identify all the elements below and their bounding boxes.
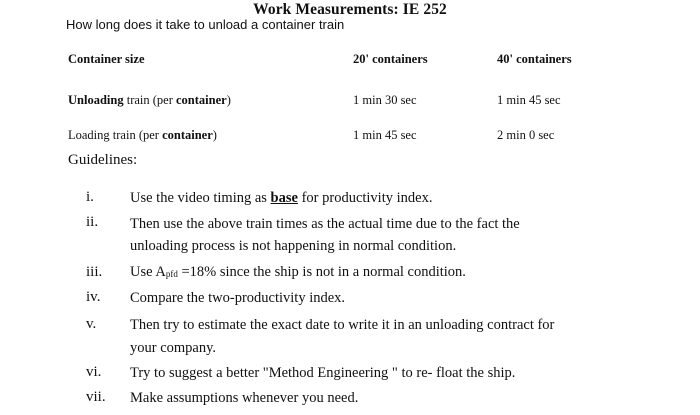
guideline-text: Make assumptions whenever you need. bbox=[130, 390, 359, 406]
guideline-number: iv. bbox=[86, 289, 101, 305]
row-loading-label bbox=[68, 128, 217, 143]
guideline-emphasis: base bbox=[270, 190, 298, 206]
guideline-text-continued: your company. bbox=[130, 340, 217, 356]
guideline-text: =18% since the ship is not in a normal condition. bbox=[177, 264, 466, 280]
guideline-number: iii. bbox=[86, 264, 103, 280]
row-unloading-bold-prefix: Unloading bbox=[68, 93, 124, 107]
header-40ft: 40' containers bbox=[497, 52, 572, 66]
guideline-number: i. bbox=[86, 189, 94, 205]
guideline-text: Try to suggest a better "Method Engineering " to re- float the ship. bbox=[130, 365, 516, 381]
page-subtitle: How long does it take to unload a container train bbox=[66, 17, 345, 32]
row-unloading-20ft: 1 min 30 sec bbox=[353, 93, 417, 107]
apfd-subscript: pfd bbox=[165, 269, 178, 279]
guideline-number: v. bbox=[86, 316, 97, 332]
guideline-text: Use the video timing as bbox=[130, 190, 271, 206]
guideline-item bbox=[130, 264, 466, 281]
guideline-number: ii. bbox=[86, 214, 99, 230]
guideline-text: for productivity index. bbox=[297, 190, 433, 206]
guideline-text: Then use the above train times as the actual time due to the fact the bbox=[130, 216, 520, 232]
page-title: Work Measurements: IE 252 bbox=[253, 1, 447, 18]
guideline-number: vi. bbox=[86, 364, 102, 380]
row-loading-end: ) bbox=[212, 128, 217, 142]
header-container-size: Container size bbox=[68, 52, 145, 66]
row-unloading-40ft: 1 min 45 sec bbox=[497, 93, 561, 107]
guideline-text: Compare the two-productivity index. bbox=[130, 290, 346, 306]
row-loading-40ft: 2 min 0 sec bbox=[497, 128, 555, 142]
row-loading-bold-word: container bbox=[162, 128, 213, 142]
guideline-item bbox=[130, 190, 432, 207]
row-unloading-mid: train (per bbox=[123, 93, 176, 107]
header-20ft: 20' containers bbox=[353, 52, 428, 66]
guideline-text: Use A bbox=[130, 264, 166, 280]
row-loading-prefix: Loading train (per bbox=[68, 128, 163, 142]
row-unloading-label bbox=[68, 93, 231, 108]
row-unloading-bold-word: container bbox=[176, 93, 227, 107]
row-loading-20ft: 1 min 45 sec bbox=[353, 128, 417, 142]
guideline-text-continued: unloading process is not happening in normal condition. bbox=[130, 238, 457, 254]
row-unloading-end: ) bbox=[226, 93, 231, 107]
guideline-text: Then try to estimate the exact date to write it in an unloading contract for bbox=[130, 317, 555, 333]
guideline-number: vii. bbox=[86, 389, 106, 405]
guidelines-heading: Guidelines: bbox=[68, 152, 138, 168]
